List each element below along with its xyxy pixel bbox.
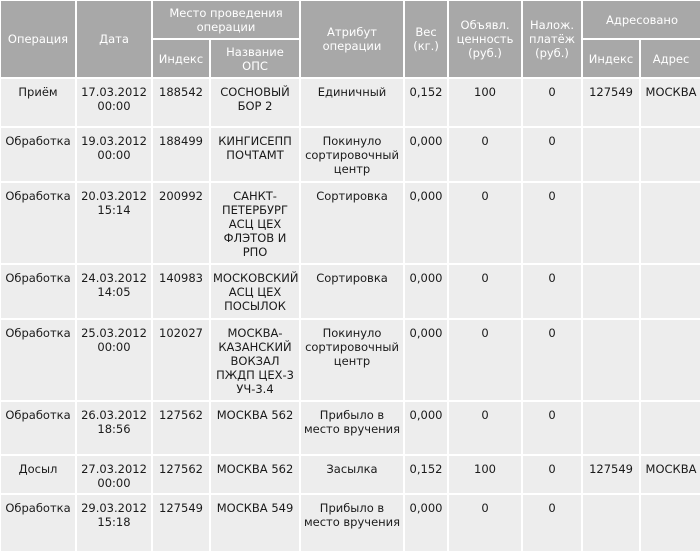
cell-cod: 0 [523,456,581,493]
cell-weight: 0,000 [405,128,447,181]
cell-addr-index: 127549 [583,79,639,126]
cell-value: 100 [449,79,521,126]
header-addr-index: Индекс [583,40,639,77]
cell-operation: Обработка [1,402,75,454]
cell-index: 188542 [153,79,209,126]
cell-index: 127562 [153,402,209,454]
cell-date: 19.03.2012 00:00 [77,128,151,181]
header-place-index: Индекс [153,40,209,77]
header-date: Дата [77,1,151,77]
cell-addr [641,128,700,181]
cell-value: 0 [449,495,521,551]
cell-operation: Обработка [1,320,75,400]
cell-place: СОСНОВЫЙ БОР 2 [211,79,299,126]
table-row [1,79,700,126]
cell-addr: МОСКВА [641,456,700,493]
table-row [1,402,700,454]
cell-addr-index [583,402,639,454]
header-operation: Операция [1,1,75,77]
cell-cod: 0 [523,183,581,263]
cell-addr-index [583,128,639,181]
cell-addr-index [583,495,639,551]
cell-index: 140983 [153,265,209,318]
cell-addr [641,265,700,318]
cell-attribute: Прибыло в место вручения [301,402,403,454]
cell-addr-index: 127549 [583,456,639,493]
header-weight: Вес (кг.) [405,1,447,77]
cell-operation: Досыл [1,456,75,493]
table-row [1,183,700,263]
cell-date: 26.03.2012 18:56 [77,402,151,454]
cell-attribute: Сортировка [301,265,403,318]
cell-value: 0 [449,183,521,263]
cell-cod: 0 [523,495,581,551]
cell-index: 188499 [153,128,209,181]
cell-attribute: Покинуло сортировочный центр [301,320,403,400]
cell-attribute: Засылка [301,456,403,493]
cell-weight: 0,152 [405,456,447,493]
cell-addr [641,495,700,551]
cell-weight: 0,000 [405,183,447,263]
cell-date: 20.03.2012 15:14 [77,183,151,263]
cell-addr-index [583,183,639,263]
cell-cod: 0 [523,402,581,454]
cell-date: 17.03.2012 00:00 [77,79,151,126]
header-attribute: Атрибут операции [301,1,403,77]
cell-value: 0 [449,128,521,181]
cell-value: 0 [449,265,521,318]
cell-place: МОСКВА 549 [211,495,299,551]
cell-place: МОСКВА 562 [211,456,299,493]
cell-addr: МОСКВА [641,79,700,126]
header-place-name: Название ОПС [211,40,299,77]
cell-operation: Обработка [1,495,75,551]
cell-weight: 0,152 [405,79,447,126]
cell-operation: Обработка [1,265,75,318]
cell-attribute: Покинуло сортировочный центр [301,128,403,181]
cell-weight: 0,000 [405,402,447,454]
cell-place: МОСКВА 562 [211,402,299,454]
cell-place: САНКТ-ПЕТЕРБУРГ АСЦ ЦЕХ ФЛЭТОВ И РПО [211,183,299,263]
cell-addr [641,402,700,454]
cell-place: МОСКВА-КАЗАНСКИЙ ВОКЗАЛ ПЖДП ЦЕХ-3 УЧ-3.4 [211,320,299,400]
cell-attribute: Сортировка [301,183,403,263]
cell-cod: 0 [523,320,581,400]
cell-addr-index [583,320,639,400]
cell-value: 0 [449,320,521,400]
cell-date: 29.03.2012 15:18 [77,495,151,551]
table-row [1,320,700,400]
cell-addr [641,183,700,263]
cell-index: 127549 [153,495,209,551]
cell-cod: 0 [523,79,581,126]
cell-date: 25.03.2012 00:00 [77,320,151,400]
header-declared-value: Объявл. ценность (руб.) [449,1,521,77]
header-addr-address: Адрес [641,40,700,77]
table-row [1,128,700,181]
cell-value: 100 [449,456,521,493]
cell-index: 200992 [153,183,209,263]
table-row [1,265,700,318]
cell-attribute: Единичный [301,79,403,126]
cell-weight: 0,000 [405,495,447,551]
cell-index: 127562 [153,456,209,493]
cell-weight: 0,000 [405,320,447,400]
table-row [1,495,700,551]
cell-addr-index [583,265,639,318]
cell-operation: Обработка [1,128,75,181]
table-row [1,456,700,493]
cell-date: 27.03.2012 00:00 [77,456,151,493]
cell-operation: Обработка [1,183,75,263]
cell-place: МОСКОВСКИЙ АСЦ ЦЕХ ПОСЫЛОК [211,265,299,318]
cell-index: 102027 [153,320,209,400]
header-cod: Налож. платёж (руб.) [523,1,581,77]
header-addressed: Адресовано [583,1,700,38]
cell-weight: 0,000 [405,265,447,318]
header-place: Место проведения операции [153,1,299,38]
cell-date: 24.03.2012 14:05 [77,265,151,318]
cell-cod: 0 [523,265,581,318]
cell-value: 0 [449,402,521,454]
cell-addr [641,320,700,400]
cell-operation: Приём [1,79,75,126]
cell-attribute: Прибыло в место вручения [301,495,403,551]
cell-cod: 0 [523,128,581,181]
cell-place: КИНГИСЕПП ПОЧТАМТ [211,128,299,181]
